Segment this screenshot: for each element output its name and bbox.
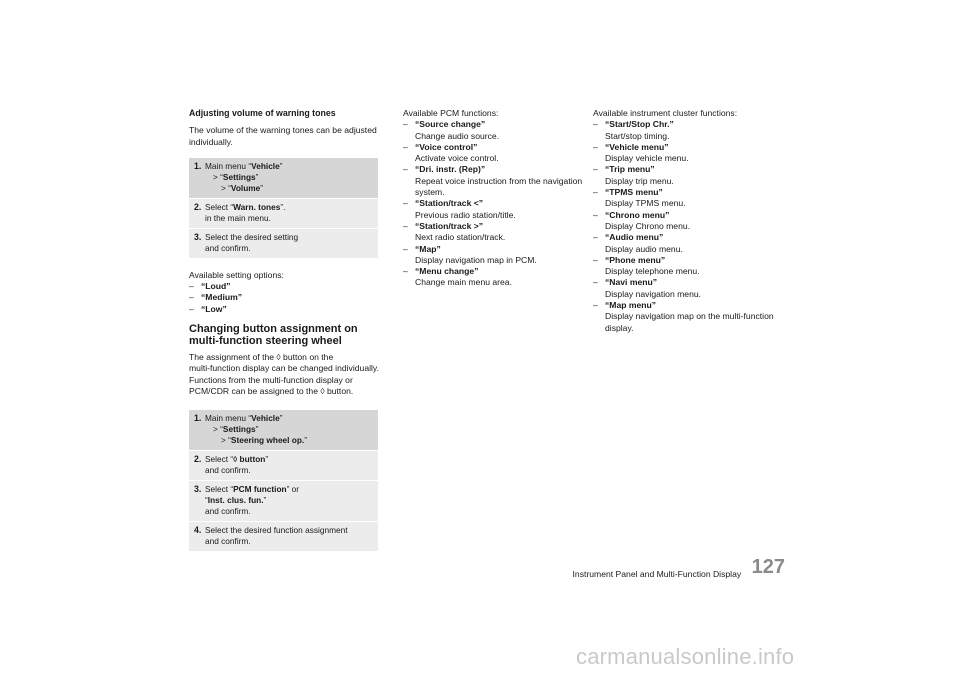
list-item: – “Trip menu” Display trip menu. (593, 164, 674, 186)
list-item: – “TPMS menu” Display TPMS menu. (593, 187, 686, 209)
list-item: – “Vehicle menu” Display vehicle menu. (593, 141, 689, 164)
cluster-functions-list (593, 119, 783, 334)
step-2: 2. Select “Warn. tones”. in the main menu. (189, 198, 378, 228)
list-item: – “Audio menu” Display audio menu. (593, 232, 683, 254)
list-item: – “Menu change” Change main menu area. (403, 266, 512, 288)
options-list (189, 281, 379, 315)
step-3: 3. Select “PCM function” or “Inst. clus. fun.” and confirm. (189, 480, 378, 521)
list-item: – “Navi menu” Display navigation menu. (593, 277, 702, 299)
pcm-functions-column (403, 108, 583, 289)
list-item: – “Dri. instr. (Rep)” Repeat voice instruction from the navigation system. (403, 164, 583, 198)
step-1: 1. Main menu “Vehicle” > “Settings” > “Volume” (189, 157, 378, 198)
list-item: – “Voice control” Activate voice control. (403, 141, 499, 164)
list-item: – “Map” Display navigation map in PCM. (403, 243, 537, 265)
option-low: – “Low” (189, 303, 227, 314)
list-item: – “Start/Stop Chr.” Start/stop timing. (593, 119, 674, 141)
watermark: carmanualsonline.info (576, 644, 795, 669)
left-column (189, 108, 379, 563)
pcm-functions-list (403, 119, 583, 288)
list-item: – “Station/track <” Previous radio station/title. (403, 198, 516, 220)
warning-volume-steps (189, 157, 378, 258)
list-item: – “Map menu” Display navigation map on the multi-function display. (593, 300, 774, 333)
option-medium: – “Medium” (189, 292, 243, 303)
cluster-functions-title: Available instrument cluster functions: (593, 108, 738, 118)
options-title: Available setting options: (189, 269, 284, 280)
pcm-functions-title: Available PCM functions: (403, 108, 499, 118)
warning-volume-heading: Adjusting volume of warning tones (189, 108, 336, 118)
section-title: Instrument Panel and Multi-Function Display (572, 569, 742, 579)
page-number: 127 (751, 556, 785, 578)
button-assignment-steps (189, 409, 378, 551)
option-loud: – “Loud” (189, 281, 231, 292)
step-3: 3. Select the desired setting and confirm. (189, 228, 378, 258)
list-item: – “Phone menu” Display telephone menu. (593, 254, 700, 277)
step-4: 4. Select the desired function assignment and confirm. (189, 521, 378, 551)
button-assignment-paragraph: The assignment of the ◊ button on the multi-function display can be changed individually. Functions from the multi-function display or PCM/CDR can be assigned to the ◊ button. (189, 352, 379, 396)
warning-volume-intro: The volume of the warning tones can be adjusted individually. (189, 125, 377, 147)
step-1: 1. Main menu “Vehicle” > “Settings” > “Steering wheel op.” (189, 409, 378, 450)
step-2: 2. Select “◊ button” and confirm. (189, 450, 378, 480)
button-assignment-heading: Changing button assignment on multi-function steering wheel (189, 323, 358, 348)
list-item: – “Source change” Change audio source. (403, 119, 500, 141)
cluster-functions-column (593, 108, 783, 334)
list-item: – “Station/track >” Next radio station/track. (403, 220, 506, 243)
page-footer (525, 556, 785, 579)
list-item: – “Chrono menu” Display Chrono menu. (593, 209, 691, 231)
